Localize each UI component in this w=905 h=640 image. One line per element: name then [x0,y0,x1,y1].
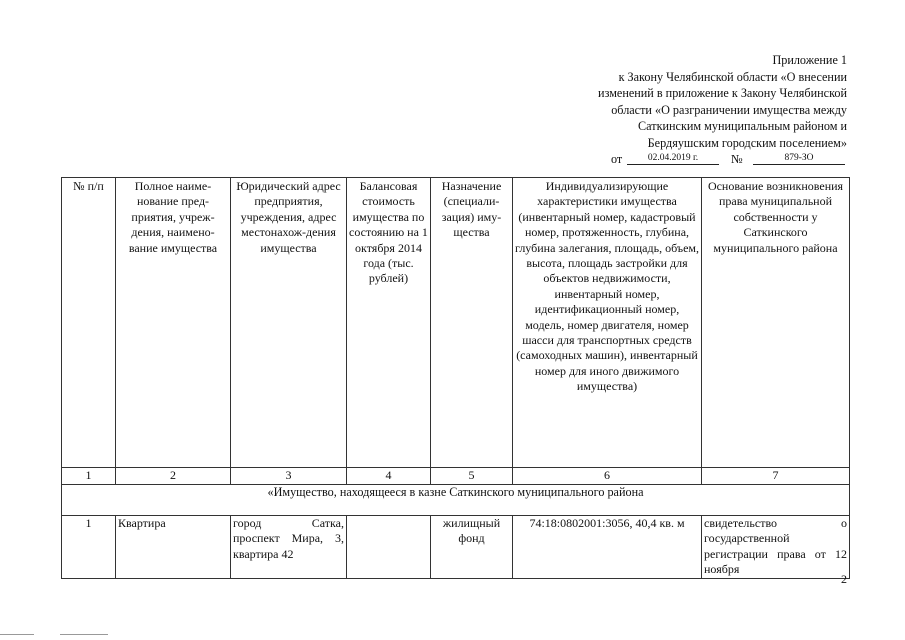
col-header-balance: Балансовая стоимость имущества по состоянию на 1 октября 2014 года (тыс. рублей) [347,178,431,468]
col-header-name: Полное наиме-нование пред-приятия, учреж-дения, наимено-вание имущества [116,178,231,468]
law-date-number-line [517,151,847,168]
column-number: 1 [62,468,116,485]
header-line: области «О разграничении имущества между [611,102,847,117]
table-header-row [62,178,850,468]
header-line: изменений в приложение к Закону Челябинской [598,86,847,100]
from-label: от [611,152,623,166]
number-label: № [731,152,743,166]
col-header-characteristics: Индивидуализирующие характеристики имущества (инвентарный номер, кадастровый номер, протяженность, глубина, глубина залегания, площадь, объем, высота, площадь застройки для объектов недвижимости, инвентарный номер, идентификационный номер, модель, номер двигателя, номер шасси для транспортных средств (самоходных машин), инвентарный номер для иного движимого имущества) [513,178,702,468]
header-line: к Закону Челябинской области «О внесении [618,69,847,84]
scan-edge-mark [0,634,34,635]
appendix-header [517,52,847,168]
column-number-row [62,468,850,485]
scan-edge-mark [60,634,108,635]
header-line: Саткинским муниципальным районом и [638,119,847,133]
table-row [62,516,850,579]
column-number: 4 [347,468,431,485]
row-address: город Сатка, проспект Мира, 3, квартира 42 [231,516,347,579]
col-header-number: № п/п [62,178,116,468]
row-purpose: жилищный фонд [431,516,513,579]
law-number: 879-ЗО [753,151,845,165]
row-number: 1 [62,516,116,579]
column-number: 5 [431,468,513,485]
row-basis: свидетельство о государственной регистрации права от 12 ноября [702,516,850,579]
col-header-purpose: Назначение (специали-зация) иму-щества [431,178,513,468]
row-characteristics: 74:18:0802001:3056, 40,4 кв. м [513,516,702,579]
col-header-address: Юридический адрес предприятия, учреждения, адрес местонахож-дения имущества [231,178,347,468]
row-balance [347,516,431,579]
row-name: Квартира [116,516,231,579]
law-date: 02.04.2019 г. [627,151,719,165]
property-table [61,177,850,579]
column-number: 7 [702,468,850,485]
col-header-basis: Основание возникновения права муниципальной собственности у Саткинского муниципального района [702,178,850,468]
section-title: «Имущество, находящееся в казне Саткинского муниципального района [62,485,850,516]
column-number: 3 [231,468,347,485]
section-row [62,485,850,516]
column-number: 6 [513,468,702,485]
page-number: 2 [841,572,847,586]
header-line: Бердяушским городским поселением» [647,135,847,150]
column-number: 2 [116,468,231,485]
header-line: Приложение 1 [772,53,847,67]
